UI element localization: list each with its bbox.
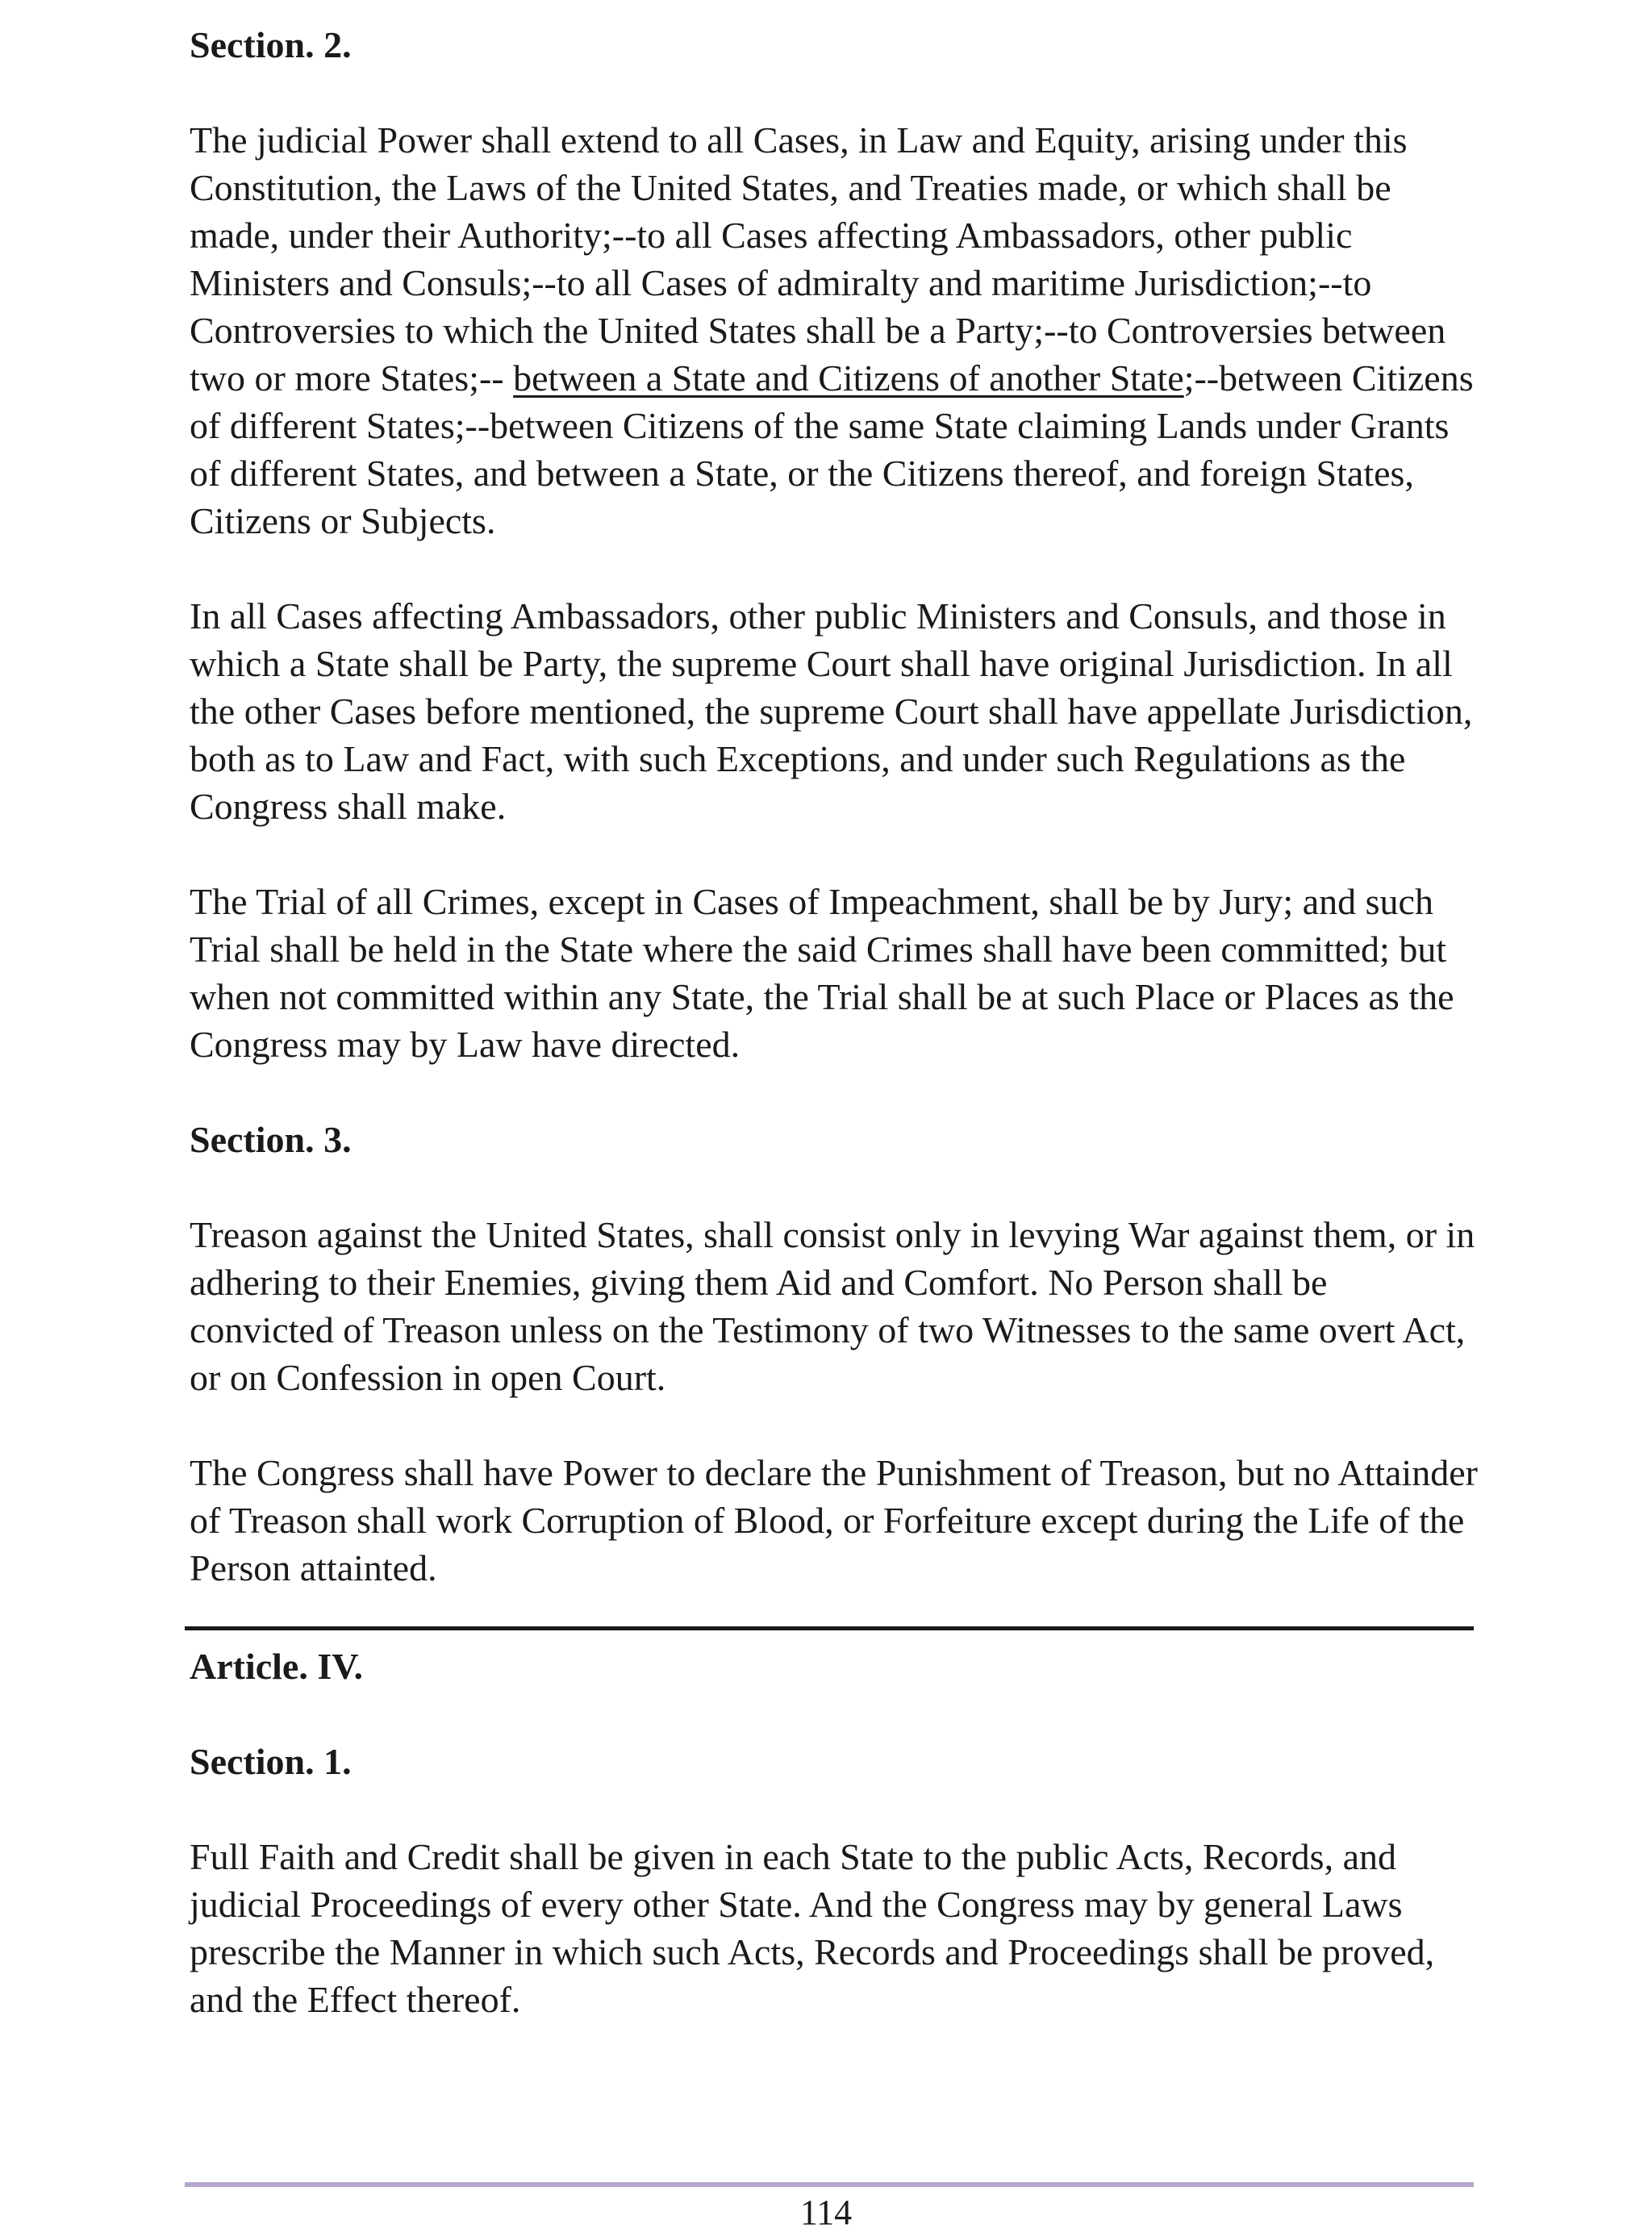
- section-2-paragraph-3: The Trial of all Crimes, except in Cases of Impeachment, shall be by Jury; and such Trial shall be held in the State where the said Crimes shall have been committed; but when not committed within any State, the Trial shall be at such Place or Places as the Congress may by Law have directed.: [190, 881, 1454, 1065]
- section-3-paragraph-2: The Congress shall have Power to declare the Punishment of Treason, but no Attainder of Treason shall work Corruption of Blood, or Forfeiture except during the Life of the Person attainted.: [190, 1452, 1478, 1588]
- section-2-paragraph-1-text: The judicial Power shall extend to all Cases, in Law and Equity, arising under this Constitution, the Laws of the United States, and Treaties made, or which shall be made, under their Authority;--to all Cases affecting Ambassadors, other public Ministers and Consuls;--to all Cases of admiralty and maritime Jurisdiction;--to Controversies to which the United States shall be a Party;--to Controversies between two or more States;--: [190, 119, 1446, 399]
- article-4-block: [190, 1642, 1480, 2023]
- article-4-section-1-heading: Section. 1.: [190, 1741, 352, 1782]
- page-number: 114: [799, 2193, 853, 2232]
- section-2-heading: Section. 2.: [190, 24, 352, 65]
- footer-divider: [185, 2182, 1474, 2187]
- section-3-paragraph-1: Treason against the United States, shall consist only in levying War against them, or in adhering to their Enemies, giving them Aid and Comfort. No Person shall be convicted of Treason unless on the Testimony of two Witnesses to the same overt Act, or on Confession in open Court.: [190, 1214, 1475, 1398]
- article-4-heading: Article. IV.: [190, 1646, 364, 1687]
- article-4-section-1-paragraph-1: Full Faith and Credit shall be given in each State to the public Acts, Records, and judicial Proceedings of every other State. And the Congress may by general Laws prescribe the Manner in which such Acts, Records and Proceedings shall be proved, and the Effect thereof.: [190, 1836, 1435, 2020]
- section-3-heading: Section. 3.: [190, 1119, 352, 1160]
- page-body: [190, 21, 1480, 1592]
- section-2-paragraph-1-text-end: ;--between Citizens of different States;--between Citizens of the same State claiming Lands under Grants of different States, and between a State, or the Citizens thereof, and foreign States, Citizens or Subjects.: [190, 357, 1474, 541]
- article-divider: [185, 1626, 1474, 1630]
- section-2-paragraph-2: In all Cases affecting Ambassadors, other public Ministers and Consuls, and those in which a State shall be Party, the supreme Court shall have original Jurisdiction. In all the other Cases before mentioned, the supreme Court shall have appellate Jurisdiction, both as to Law and Fact, with such Exceptions, and under such Regulations as the Congress shall make.: [190, 595, 1473, 827]
- section-2-paragraph-1: [190, 116, 1480, 545]
- underlined-phrase: between a State and Citizens of another State: [513, 357, 1184, 399]
